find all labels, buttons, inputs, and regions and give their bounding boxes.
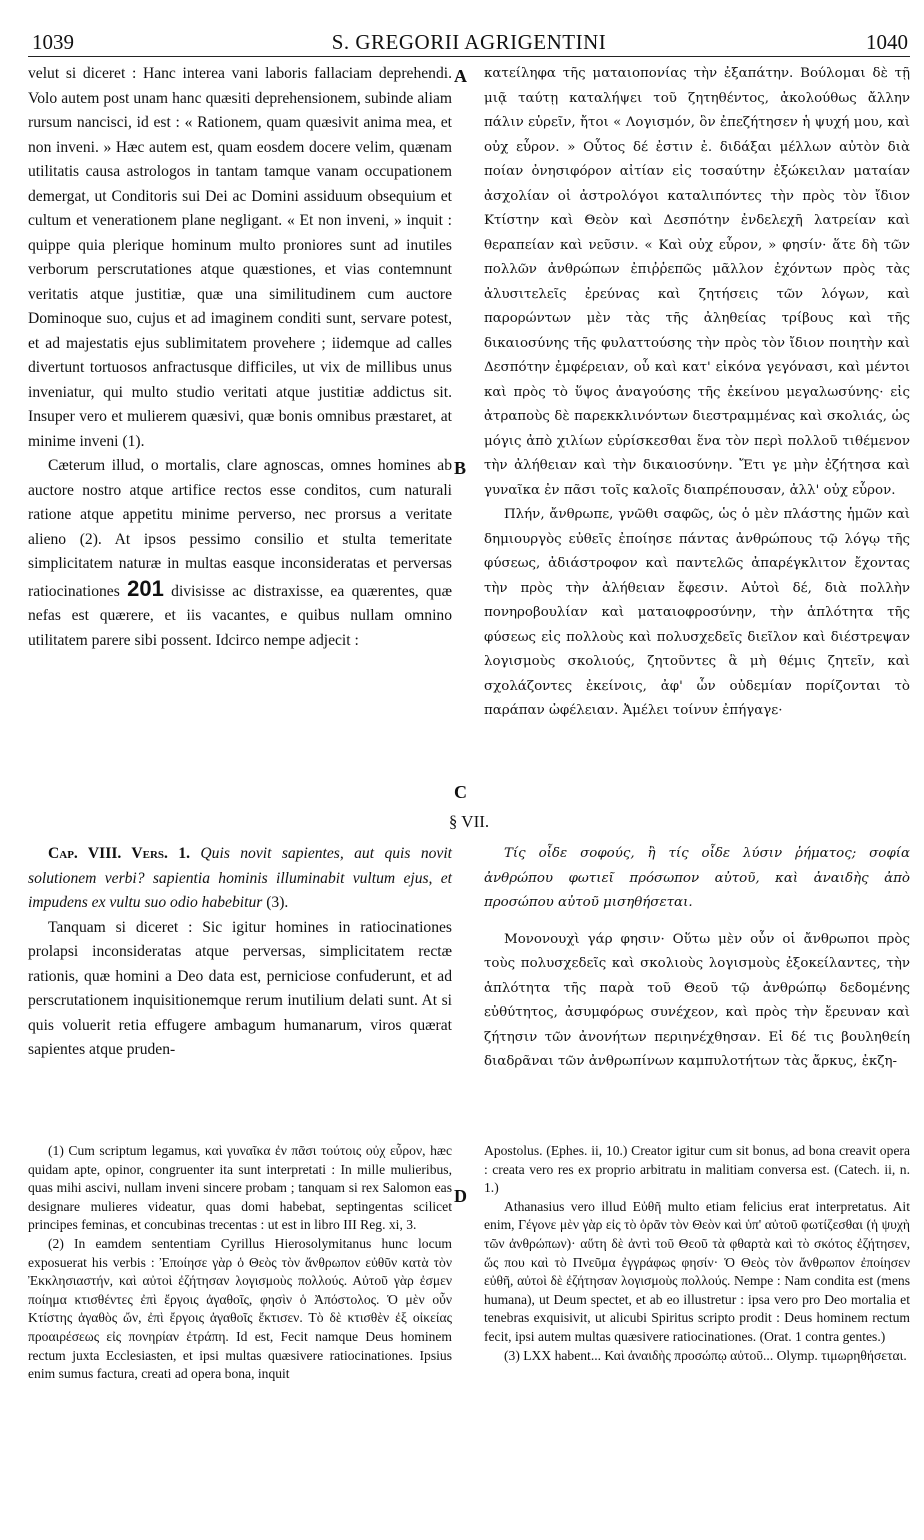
footnote-2-athanasius: Athanasius vero illud Εὐθῆ multo etiam felicius erat interpretatus. Ait enim, Γέγονε μὲν γὰρ εἰς τὸ ὁρᾶν τὸν Θεὸν καὶ ὑπ' αὐτοῦ φωτίζεσθαι (ἡ ψυχὴ τῶν ἀνθρώπων)· αὕτη δὲ ἀντὶ τοῦ Θεοῦ τὰ φθαρτὰ καὶ τὸ σκότος ἐζήτησεν, ὥς που καὶ τὸ Πνεῦμα ἐγγράφως φησίν· Ὁ Θεὸς τὸν ἄνθρωπον ἐποίησεν εὐθῆ, αὐτοὶ δὲ ἐζήτησαν λογισμοὺς πολλούς. Nempe : Nam condita est (mens humana), ut Deum spectet, et ab eo illustretur : ipsa vero pro Deo mortalia et tenebras exquisivit, ut alicubi Spiritus scripto prodit : Deus hominem rectum fecit, ipsi autem multas quæsivere ratiocinationes. (Orat. 1 contra gentes.): [484, 1198, 910, 1344]
margin-letter-c: C: [454, 782, 467, 802]
footnote-2-continued: Apostolus. (Ephes. ii, 10.) Creator igitur cum sit bonus, ad bona creavit opera : creata vero res ex proprio arbitratu in malitiam conversa est. (Catech. ii, n. 1.): [484, 1143, 910, 1196]
footnote-1: (1) Cum scriptum legamus, καὶ γυναῖκα ἐν πᾶσι τούτοις οὐχ εὗρον, hæc quidam apte, opinor, congruenter ita sunt interpretati : In mille mulieribus, quas mihi ascivi, nullam inveni sincere probam ; tanquam si rex Salomon eas designare mulieres videatur, quas domi habebat, septingentas scilicet principes feminas, et concubinas trecentas : ut est in libro III Reg. xi, 3.: [28, 1143, 452, 1233]
greek-chapter-column: [469, 842, 910, 1075]
section-heading: § VII.: [448, 812, 490, 831]
margin-letter-d: D: [454, 1186, 467, 1206]
latin-verse-text: Quis novit sapientes, aut quis novit solutionem verbi? sapientia hominis illuminabit vultum ejus, et impudens ex vultu suo odio habebitur: [28, 845, 453, 911]
running-header: [28, 16, 910, 57]
page-number-left: 1039: [32, 30, 74, 54]
page: [28, 16, 910, 1526]
top-columns: [28, 62, 910, 724]
latin-commentary: Tanquam si diceret : Sic igitur homines in ratiocinationes prolapsi inconsideratas atque perversas, simplicitatem rectæ rationis, quæ homini a Deo data est, perniciose confuderunt, et ad perscrutationem inquisitionemque rerum inutilium delati sunt. At si quis voluerit retia effugere ambagum humanarum, viros quærat sapientes atque pruden-: [28, 918, 452, 1058]
chapter-verse-label: Cap. VIII. Vers. 1.: [48, 845, 191, 862]
footnotes-left: [28, 1142, 469, 1384]
latin-paragraph-1: velut si diceret : Hanc interea vani laboris fallaciam deprehendi. Volo autem post unam hanc quæsiti deprehensionem, subinde aliam rursum nancisci, id est : « Rationem, quam quæsivit anima mea, et non inveni. » Hæc autem est, quam eosdem docere velim, quænam utilitatis causa astrologos in tantam tamque vanam occupationem demergat, ut Conditoris sui Dei ac Domini assiduum obsequium et cultum et venerationem plane negligant. « Et non inveni, » inquit : quippe quia plerique hominum multo proniores sunt ad inutiles verborum perscrutationes atque quæstiones, et vias contemnunt veritatis atque justitiæ, quæ una similitudinem cum auctore Dominoque suo, cujus et ad imaginem conditi sunt, servare potest, et ad majestatis ejus sublimitatem provehere ; iidemque ad calles divertunt tortuosos anfractusque difficiles, ut vix de millibus unus inveniatur, qui multo studio veritati atque justitiæ addictus sit. Insuper vero et mulierem quæsivi, quæ bonis omnibus præstaret, at minime inveni (1).: [28, 65, 452, 450]
latin-column: [28, 62, 469, 724]
latin-verse-caption: [28, 842, 452, 916]
greek-paragraph-1: κατείληφα τῆς ματαιοπονίας τὴν ἐξαπάτην. Βούλομαι δὲ τῇ μιᾷ ταύτῃ καταλήψει τοῦ ζητηθέντος, ἀκολούθως ἄλλην πάλιν εὑρεῖν, ἤτοι « Λογισμόν, ὃν ἐπεζήτησεν ἡ ψυχή μου, καὶ οὐχ εὗρον. » Οὗτος δέ ἐστιν ἐ. διδάξαι μέλλων αὐτὸν διὰ ποίαν ὀνησιφόρον αἰτίαν εἰς τοσαύτην ἐξώκειλαν ματαίαν ἀσχολίαν οἱ ἀστρολόγοι καταλιπόντες τὴν πρὸς τὸν ἴδιον Κτίστην καὶ Θεὸν καὶ Δεσπότην ἐνδελεχῆ λατρείαν καὶ θεραπείαν καὶ νεῦσιν. « Καὶ οὐχ εὗρον, » φησίν· ἅτε δὴ τῶν πολλῶν ἀνθρώπων ἐπιῤῥεπῶς μᾶλλον ἐχόντων πρὸς τὰς ἀλυσιτελεῖς ἐρεύνας καὶ ζητήσεις τῶν λόγων, καὶ παρορώντων μὲν τὰς τῆς ἀληθείας τρίβους καὶ τῆς δικαιοσύνης τῆς φυλαττούσης τὴν πρὸς τὸν ἴδιον ποιητὴν καὶ Δεσπότην ἐμφέρειαν, οὗ καὶ κατ' εἰκόνα γεγόνασι, καὶ μέντοι καὶ πρὸς τὸ ὕψος ἀναγούσης τῆς ἐκείνου μεγαλωσύνης· εἰς ἀτραποὺς δὲ παρεκκλινόντων διεστραμμένας καὶ σκολιάς, ὡς μόγις ἀπὸ χιλίων εὑρίσκεσθαι ἕνα τὸν περὶ πολλοῦ τιθέμενον τὴν ἀλήθειαν καὶ τὴν δικαιοσύνην. Ἔτι γε μὴν ἐζήτησα καὶ γυναῖκα ἐν πᾶσι τοῖς καλοῖς διαπρέπουσαν, ἀλλ' οὐχ εὗρον.: [484, 66, 910, 498]
column-number-marker: 201: [127, 575, 164, 601]
latin-chapter-column: [28, 842, 469, 1075]
latin-paragraph-2-a: Cæterum illud, o mortalis, clare agnoscas, omnes homines ab auctore nostro atque artifice rectos esse conditos, cum naturali ratione atque appetitu minime perverso, nec prorsus a veritate alieno (2). At ipsos pessimo consilio et stulta temeritate simplicitatem naturæ in multas easque inconsideratas et perversas ratiocinationes: [28, 457, 452, 600]
footnotes: [28, 1142, 910, 1384]
greek-paragraph-2: Πλήν, ἄνθρωπε, γνῶθι σαφῶς, ὡς ὁ μὲν πλάστης ἡμῶν καὶ δημιουργὸς εὐθεῖς ἐποίησε πάντας ἀνθρώπους τῷ λόγῳ τῆς φύσεως, ἀδιάστροφον καὶ παντελῶς ἀπαρέγκλιτον ἔχοντας τὴν πρὸς τὴν ἀλήθειαν ἔφεσιν. Αὐτοὶ δέ, διὰ πολλὴν πονηροβουλίαν καὶ ματαιοφροσύνην, τὴν ἁπλότητα τῆς φύσεως εἰς πολλοὺς καὶ πολυσχεδεῖς διεῖλον καὶ διέστρεψαν λογισμοὺς σκολιούς, ζητοῦντες ἃ μὴ θέμις ζητεῖν, καὶ σχολάζοντες ἐκείνοις, ἀφ' ὧν οὐδεμίαν πορίζονται τὸ παράπαν ὠφέλειαν. Ἀμέλει τοίνυν ἐπήγαγε·: [484, 507, 910, 718]
greek-column: [469, 62, 910, 724]
running-title: S. GREGORII AGRIGENTINI: [331, 30, 607, 54]
greek-verse-caption: Τίς οἶδε σοφούς, ἢ τίς οἶδε λύσιν ῥήματος; σοφία ἀνθρώπου φωτιεῖ πρόσωπον αὐτοῦ, καὶ ἀναιδὴς ἀπὸ προσώπου αὐτοῦ μισηθήσεται.: [484, 846, 910, 910]
page-number-right: 1040: [866, 30, 908, 54]
footnotes-right: [469, 1142, 910, 1384]
margin-letter-a: A: [454, 66, 467, 86]
middle-columns: [28, 842, 910, 1075]
latin-paragraph-2-b: divisisse ac distraxisse, ea quærentes, quæ nefas est quærere, et iis vacantes, e quibus nullam omnino utilitatem parere sibi possent. Idcirco nempe adjecit :: [28, 582, 453, 649]
footnote-2: (2) In eamdem sententiam Cyrillus Hierosolymitanus hunc locum exposuerat his verbis : Ἐποίησε γὰρ ὁ Θεὸς τὸν ἄνθρωπον εὐθῦν κατὰ τὸν Ἐκκλησιαστήν, καὶ αὐτοὶ ἐζήτησαν λογισμοὺς πολλούς. Αὐτοῦ γὰρ ἐσμεν ποίημα κτισθέντες ἐπὶ ἔργοις ἀγαθοῖς, φησὶν ὁ Ἀπόστολος. Ὁ μὲν οὖν Κτίστης ἀγαθὸς ὤν, ἐπὶ ἔργοις ἀγαθοῖς ἔκτισεν. Τὸ δὲ κτισθὲν ἐξ οἰκείας προαιρέσεως εἰς πονηρίαν ἐτράπη. Id est, Fecit namque Deus hominem rectum juxta Ecclesiasten, et ipsi multas quæsivere ratiocinationes. Ipsius enim sumus factura, creati ad opera bona, inquit: [28, 1235, 452, 1382]
greek-commentary: Μονονουχὶ γάρ φησιν· Οὕτω μὲν οὖν οἱ ἄνθρωποι πρὸς τοὺς πολυσχεδεῖς καὶ σκολιοὺς λογισμοὺς ἐξοκείλαντες, τὴν ἁπλότητα τῆς παρὰ τοῦ Θεοῦ τῷ ἀνθρώπῳ δεδομένης εὐθύτητος, ἀσυμφόρως συνέχεον, καὶ πρὸς τὴν ἔρευναν καὶ ζήτησιν τῶν ἀνονήτων περιηνέχθησαν. Εἰ δέ τις βουληθείη διαδρᾶναι τῶν ἀνθρωπίνων καμπυλοτήτων τὰς ἄρκυς, ἐκζη-: [484, 931, 910, 1069]
latin-verse-ref: (3).: [266, 894, 289, 911]
latin-paragraph-2: [28, 454, 452, 653]
margin-letter-b: B: [454, 458, 467, 478]
footnote-3: (3) LXX habent... Καὶ ἀναιδὴς προσώπῳ αὐτοῦ... Olymp. τιμωρηθήσεται.: [504, 1347, 907, 1363]
